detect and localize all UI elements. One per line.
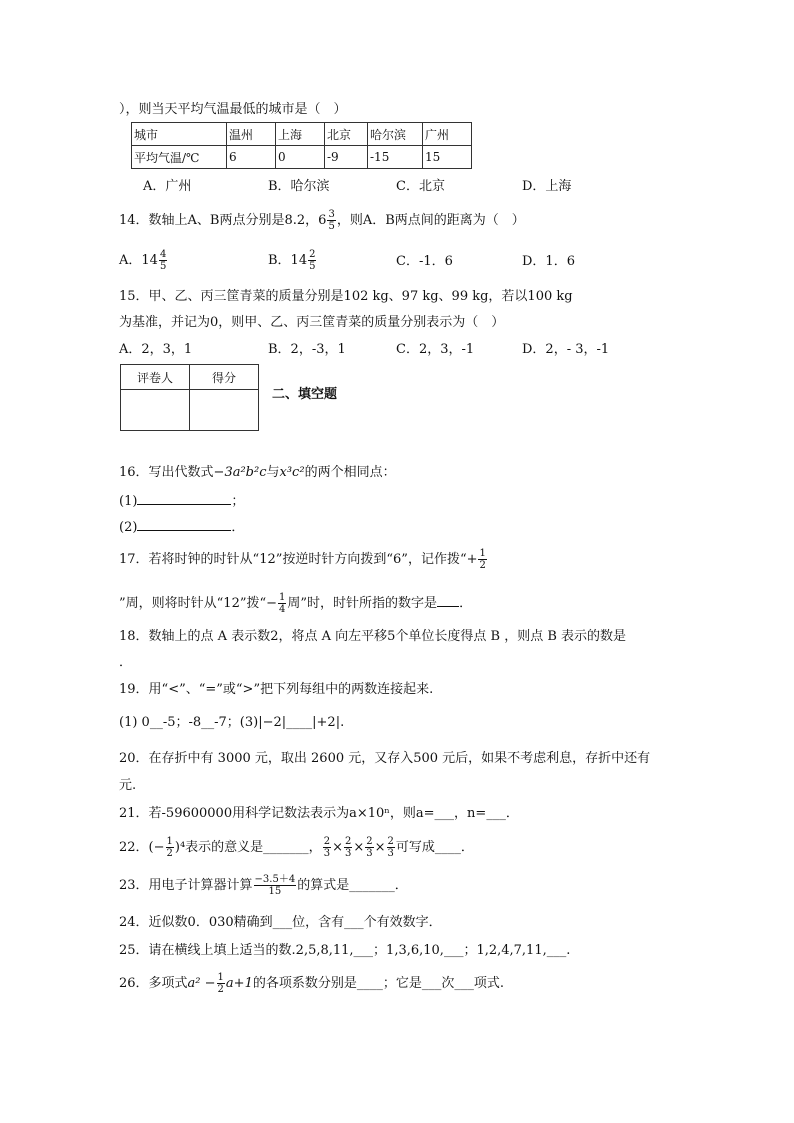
option-label: A．14 bbox=[119, 253, 158, 268]
q19-line-2: (1) 0__-5；-8__-7；(3)|−2|____|+2|. bbox=[119, 715, 345, 730]
q13-option-a: A．广州 bbox=[143, 179, 192, 194]
q13-option-d: D．上海 bbox=[522, 179, 572, 194]
q13-question-tail: ），则当天平均气温最低的城市是（ ） bbox=[119, 102, 347, 117]
table-cell: 温州 bbox=[227, 123, 276, 146]
answer-blank[interactable] bbox=[137, 492, 231, 505]
numerator: 1 bbox=[479, 548, 486, 559]
reviewer-cell bbox=[121, 390, 190, 431]
denominator: 5 bbox=[159, 261, 167, 272]
table-cell: -9 bbox=[325, 146, 368, 169]
expression: a² − bbox=[187, 976, 216, 991]
q22-text-end: 可写成____． bbox=[395, 840, 474, 855]
fraction: $\frac{2}{3}$ bbox=[387, 836, 394, 859]
q20-line-1: 20．在存折中有 3000 元，取出 2600 元，又存入500 元后，如果不考虑利息，存折中还有 bbox=[119, 751, 651, 766]
q16-text-end: 的两个相同点： bbox=[304, 465, 396, 480]
answer-blank[interactable] bbox=[137, 518, 231, 531]
table-row bbox=[132, 146, 472, 169]
q14-option-d: D．1．6 bbox=[522, 254, 575, 269]
fraction bbox=[478, 548, 486, 571]
table-cell: 平均气温/℃ bbox=[132, 146, 227, 169]
q16-question bbox=[119, 464, 396, 482]
option-label: B．14 bbox=[268, 253, 308, 268]
q14-option-c: C．-1．6 bbox=[396, 254, 453, 269]
denominator: 2 bbox=[166, 848, 173, 859]
q13-option-b: B．哈尔滨 bbox=[268, 179, 330, 194]
q16-answer-2 bbox=[119, 518, 244, 537]
q14-option-a bbox=[119, 248, 168, 274]
answer-blank[interactable] bbox=[437, 594, 459, 607]
q15-line-1: 15．甲、乙、丙三筐青菜的质量分别是102 kg、97 kg、99 kg，若以100 kg bbox=[119, 289, 573, 304]
numerator: 3 bbox=[328, 209, 335, 220]
q23-text: 23．用电子计算器计算 bbox=[119, 878, 253, 893]
q17-text-mid: 周”时，时针所指的数字是 bbox=[287, 596, 438, 611]
score-box bbox=[120, 364, 259, 431]
q17-text: 17．若将时钟的时针从“12”按逆时针方向拨到“6”，记作拨“+ bbox=[119, 552, 478, 567]
fraction bbox=[254, 874, 297, 897]
q22-question: 22．(− $\frac{1}{2}$ )⁴表示的意义是_______， $\frac{2}{3}$ × $\frac{2}{3}$ × $\frac{2}{3}$ × $\frac{2}{3}$ 可写成____． bbox=[119, 836, 474, 859]
q22-text: 22．(− bbox=[119, 840, 165, 855]
q14-text-end: ，则A．B两点间的距离为（ ） bbox=[336, 213, 525, 228]
q24-question: 24．近似数0．030精确到___位，含有___个有效数字． bbox=[119, 915, 442, 930]
numerator: 4 bbox=[159, 249, 167, 260]
denominator: 15 bbox=[268, 886, 282, 897]
numerator: 1 bbox=[279, 592, 286, 603]
fraction bbox=[217, 972, 225, 995]
q17-text-end: ． bbox=[459, 596, 473, 611]
fraction: $\frac{2}{3}$ bbox=[344, 836, 352, 859]
q18-line-1: 18．数轴上的点 A 表示数2，将点 A 向左平移5个单位长度得点 B ，则点 B 表示的数是 bbox=[119, 629, 627, 644]
fraction: $\frac{2}{3}$ bbox=[366, 836, 373, 859]
q16-text: 16．写出代数式 bbox=[119, 465, 214, 480]
denominator: 5 bbox=[328, 221, 335, 232]
denominator: 2 bbox=[217, 984, 224, 995]
numerator: 1 bbox=[217, 972, 224, 983]
fraction bbox=[166, 836, 174, 859]
table-cell: 广州 bbox=[423, 123, 472, 146]
q17-text: ”周，则将时针从“12”拨“− bbox=[119, 596, 278, 611]
expression: x³c² bbox=[279, 465, 305, 480]
denominator: 5 bbox=[309, 261, 316, 272]
expression: −3a²b²c bbox=[213, 465, 267, 480]
denominator: 4 bbox=[279, 604, 286, 615]
fraction bbox=[327, 209, 335, 232]
table-cell: 哈尔滨 bbox=[368, 123, 423, 146]
table-cell: 上海 bbox=[276, 123, 325, 146]
table-cell: 6 bbox=[227, 146, 276, 169]
numerator: 1 bbox=[166, 836, 173, 847]
q16-answer-1 bbox=[119, 492, 244, 511]
q15-option-b: B．2，-3，1 bbox=[268, 342, 346, 357]
q15-option-a: A．2，3，1 bbox=[119, 342, 193, 357]
fraction bbox=[278, 592, 286, 615]
table-cell: 0 bbox=[276, 146, 325, 169]
answer-label: (1) bbox=[119, 494, 138, 509]
q15-option-c: C．2，3，-1 bbox=[396, 342, 475, 357]
q19-line-1: 19．用“<”、“=”或“>”把下列每组中的两数连接起来. bbox=[119, 682, 434, 697]
q23-text-end: 的算式是_______． bbox=[297, 878, 408, 893]
fraction bbox=[308, 249, 316, 272]
q20-line-2: 元. bbox=[119, 778, 137, 793]
q25-question: 25．请在横线上填上适当的数.2,5,8,11,___；1,3,6,10,___；1,2,4,7,11,___. bbox=[119, 943, 571, 958]
table-cell: 15 bbox=[423, 146, 472, 169]
q14-text: 14．数轴上A、B两点分别是8.2，6 bbox=[119, 213, 327, 228]
reviewer-label: 评卷人 bbox=[121, 365, 190, 390]
q26-text-end: 的各项系数分别是____；它是___次___项式. bbox=[252, 976, 504, 991]
q16-text-mid: 与 bbox=[266, 465, 280, 480]
answer-end: ． bbox=[231, 520, 245, 535]
q15-line-2: 为基准，并记为0，则甲、乙、丙三筐青菜的质量分别表示为（ ） bbox=[119, 315, 505, 330]
q18-line-2: ． bbox=[119, 655, 133, 670]
q17-line-2 bbox=[119, 589, 472, 619]
q15-option-d: D．2，- 3，-1 bbox=[522, 342, 610, 357]
table-header-row bbox=[132, 123, 472, 146]
fraction bbox=[159, 249, 167, 272]
q17-line-1 bbox=[119, 545, 488, 575]
q21-question: 21．若-59600000用科学记数法表示为a×10ⁿ，则a=___，n=___． bbox=[119, 806, 519, 821]
q14-option-b bbox=[268, 248, 317, 274]
fraction: $\frac{2}{3}$ bbox=[323, 836, 331, 859]
numerator: 2 bbox=[309, 249, 316, 260]
section-title: 二、填空题 bbox=[272, 387, 338, 402]
answer-label: (2) bbox=[119, 520, 138, 535]
numerator: −3.5＋4 bbox=[254, 874, 296, 885]
q26-question bbox=[119, 969, 504, 999]
temperature-table bbox=[131, 122, 472, 169]
score-label: 得分 bbox=[190, 365, 259, 390]
denominator: 2 bbox=[479, 560, 486, 571]
table-cell: -15 bbox=[368, 146, 423, 169]
q26-text: 26．多项式 bbox=[119, 976, 188, 991]
q13-option-c: C．北京 bbox=[396, 179, 445, 194]
q23-question bbox=[119, 871, 408, 901]
answer-end: ； bbox=[231, 494, 245, 509]
q14-question bbox=[119, 208, 525, 234]
table-cell: 城市 bbox=[132, 123, 227, 146]
expression: a+1 bbox=[225, 976, 253, 991]
table-cell: 北京 bbox=[325, 123, 368, 146]
score-cell bbox=[190, 390, 259, 431]
q22-text-mid: )⁴表示的意义是_______， bbox=[174, 840, 322, 855]
